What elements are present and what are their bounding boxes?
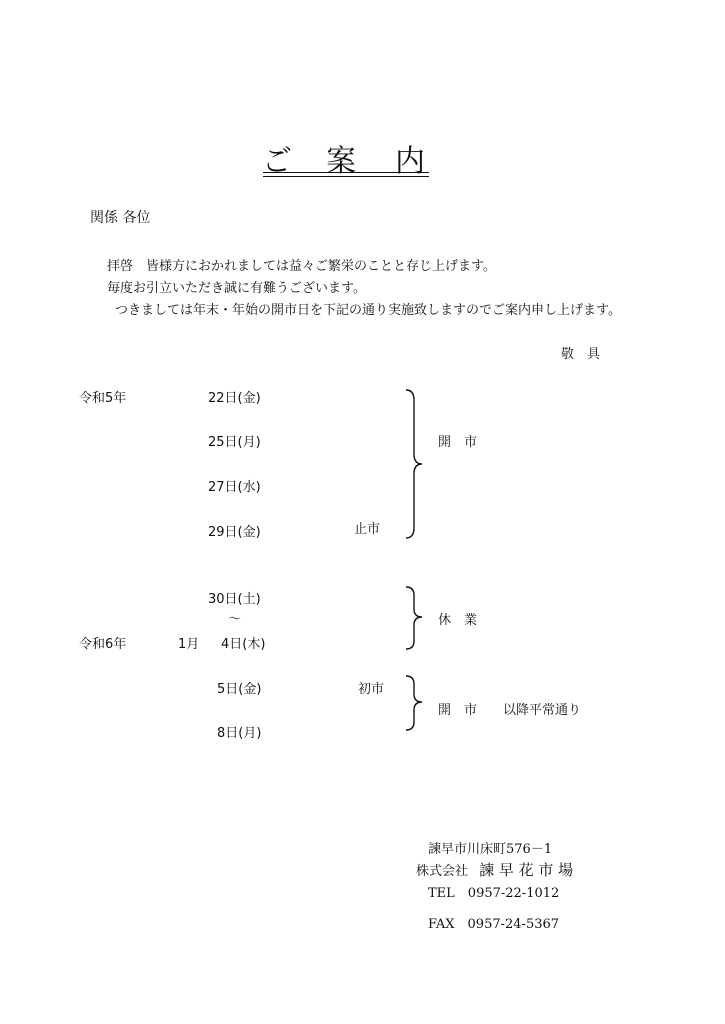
footer-fax: FAX 0957-24-5367 [428,917,560,932]
note-stop-market: 止市 [354,522,381,537]
date-4: 4日(木) [221,637,266,652]
group-2-label: 休 業 [438,613,478,628]
date-5: 5日(金) [217,682,262,697]
greeting-line-3: つきましては年末・年始の開市日を下記の通り実施致しますのでご案内申し上げます。 [115,303,621,318]
closing: 敬 具 [561,347,601,362]
date-27: 27日(水) [208,480,261,495]
group-3-label: 開 市 以降平常通り [438,703,582,718]
year-label-r5: 令和5年 [79,391,127,406]
brace-group-2 [402,585,426,651]
title-underline-bottom [263,176,429,177]
footer-tel: TEL 0957-22-1012 [428,886,560,901]
brace-group-1 [402,388,426,540]
addressee: 関係 各位 [90,210,151,226]
title-char-2: 案 [326,144,356,179]
footer-company [416,859,573,880]
greeting-line-1: 拝啓 皆様方におかれましては益々ご繁栄のことと存じ上げます。 [107,259,496,274]
date-8: 8日(月) [217,726,262,741]
date-30: 30日(土) [208,592,261,607]
range-tilde: 〜 [228,612,242,627]
month-jan: 1月 [178,637,200,652]
year-label-r6: 令和6年 [79,637,127,652]
note-first-market: 初市 [358,682,385,697]
title-char-1: ご [262,144,292,179]
footer-address: 諫早市川床町576－1 [428,842,553,857]
title-underline-top [263,172,429,173]
date-25: 25日(月) [208,435,261,450]
date-29: 29日(金) [208,525,261,540]
title-char-3: 内 [395,144,425,179]
company-prefix: 株式会社 [416,864,469,879]
date-22: 22日(金) [208,391,261,406]
brace-group-3 [402,674,426,732]
company-name: 諫 早 花 市 場 [479,861,574,879]
greeting-line-2: 毎度お引立いただき誠に有難うございます。 [107,281,366,296]
group-1-label: 開 市 [438,435,478,450]
